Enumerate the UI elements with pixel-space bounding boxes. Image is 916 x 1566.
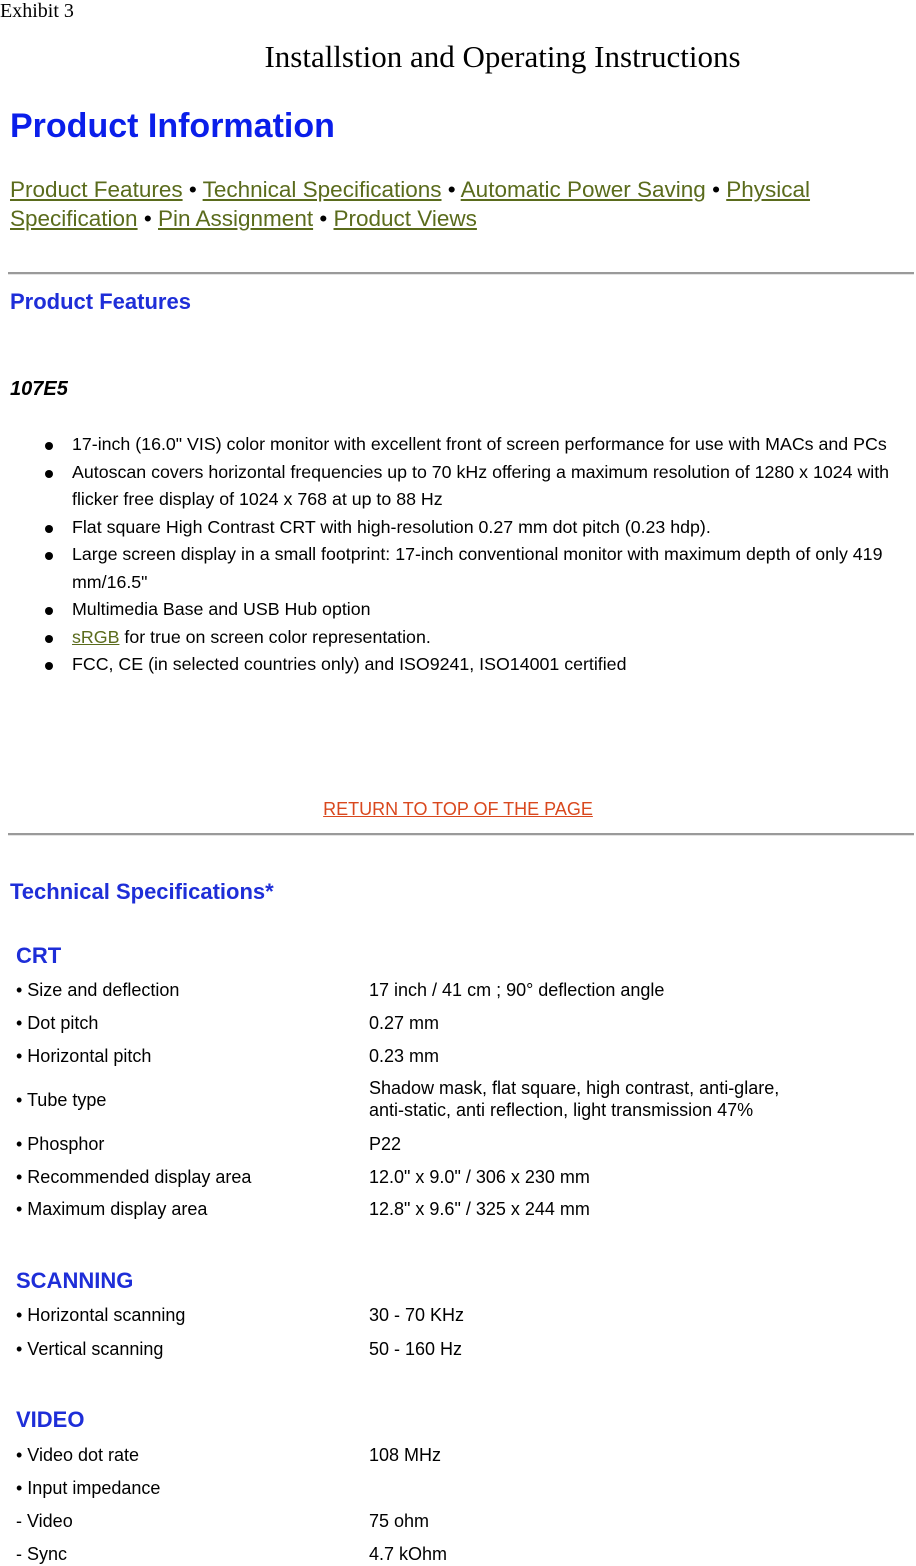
spec-value: 4.7 kOhm	[369, 1544, 448, 1564]
spec-value: 12.0" x 9.0" / 306 x 230 mm	[369, 1167, 590, 1187]
srgb-description: for true on screen color representation.	[119, 626, 431, 647]
list-item: FCC, CE (in selected countries only) and ISO9241, ISO14001 certified	[0, 651, 916, 679]
spec-label: • Phosphor	[16, 1134, 105, 1154]
spec-label: • Horizontal pitch	[16, 1046, 152, 1066]
spec-value: 75 ohm	[369, 1511, 430, 1531]
spec-label: - Video	[16, 1511, 73, 1531]
spec-label: • Tube type	[16, 1090, 107, 1110]
spec-label: • Video dot rate	[16, 1445, 140, 1465]
spec-value: P22	[369, 1134, 402, 1154]
spec-value: anti-static, anti reflection, light transmission 47%	[369, 1100, 754, 1120]
nav-physical-specification-link[interactable]: Physical Specification	[10, 177, 811, 231]
nav-pin-assignment-link[interactable]: Pin Assignment	[158, 206, 314, 231]
divider	[8, 833, 914, 836]
nav-separator: •	[712, 177, 720, 202]
spec-label: • Dot pitch	[16, 1013, 99, 1033]
section-nav	[10, 175, 910, 233]
feature-list	[0, 431, 916, 679]
spec-label: • Input impedance	[16, 1478, 161, 1498]
list-item: 17-inch (16.0" VIS) color monitor with excellent front of screen performance for use with MACs and PCs	[0, 431, 916, 459]
page-title: Product Information	[10, 107, 335, 145]
product-features-heading: Product Features	[10, 289, 191, 314]
nav-product-features-link[interactable]: Product Features	[10, 177, 183, 202]
spec-label: • Vertical scanning	[16, 1339, 164, 1359]
exhibit-label: Exhibit 3	[0, 0, 74, 22]
spec-value: 50 - 160 Hz	[369, 1339, 463, 1359]
technical-specifications-heading: Technical Specifications*	[10, 879, 274, 904]
nav-separator: •	[319, 206, 328, 231]
list-item	[0, 624, 916, 652]
srgb-link[interactable]: sRGB	[72, 626, 120, 647]
model-number: 107E5	[10, 378, 68, 400]
nav-product-views-link[interactable]: Product Views	[333, 206, 477, 231]
list-item: Autoscan covers horizontal frequencies up to 70 kHz offering a maximum resolution of 1280 x 1024 with flicker free display of 1024 x 768 at up to 88 Hz	[0, 459, 916, 514]
return-to-top-link[interactable]: RETURN TO TOP OF THE PAGE	[323, 799, 593, 819]
nav-technical-specifications-link[interactable]: Technical Specifications	[202, 177, 442, 202]
nav-separator: •	[188, 177, 197, 202]
nav-separator: •	[447, 177, 456, 202]
scanning-section-heading: SCANNING	[16, 1268, 134, 1293]
list-item: Multimedia Base and USB Hub option	[0, 596, 916, 624]
video-section-heading: VIDEO	[16, 1407, 85, 1432]
spec-label: • Size and deflection	[16, 980, 180, 1000]
nav-automatic-power-saving-link[interactable]: Automatic Power Saving	[460, 177, 706, 202]
return-to-top	[0, 796, 916, 822]
crt-section-heading: CRT	[16, 943, 62, 968]
spec-value: 17 inch / 41 cm ; 90° deflection angle	[369, 980, 665, 1000]
spec-value: 0.27 mm	[369, 1013, 440, 1033]
spec-value: 12.8" x 9.6" / 325 x 244 mm	[369, 1199, 590, 1219]
spec-label: • Horizontal scanning	[16, 1305, 186, 1325]
spec-label: • Maximum display area	[16, 1199, 208, 1219]
list-item: Large screen display in a small footprint: 17-inch conventional monitor with maximum depth of only 419 mm/16.5"	[0, 541, 916, 596]
list-item: Flat square High Contrast CRT with high-resolution 0.27 mm dot pitch (0.23 hdp).	[0, 514, 916, 542]
nav-separator: •	[143, 206, 152, 231]
spec-label: - Sync	[16, 1544, 68, 1564]
document-title: Installstion and Operating Instructions	[264, 39, 741, 74]
spec-value: 0.23 mm	[369, 1046, 440, 1066]
spec-value: 30 - 70 KHz	[369, 1305, 465, 1325]
spec-value: Shadow mask, flat square, high contrast, anti-glare,	[369, 1078, 780, 1098]
spec-value: 108 MHz	[369, 1445, 442, 1465]
divider	[8, 272, 914, 275]
spec-label: • Recommended display area	[16, 1167, 252, 1187]
